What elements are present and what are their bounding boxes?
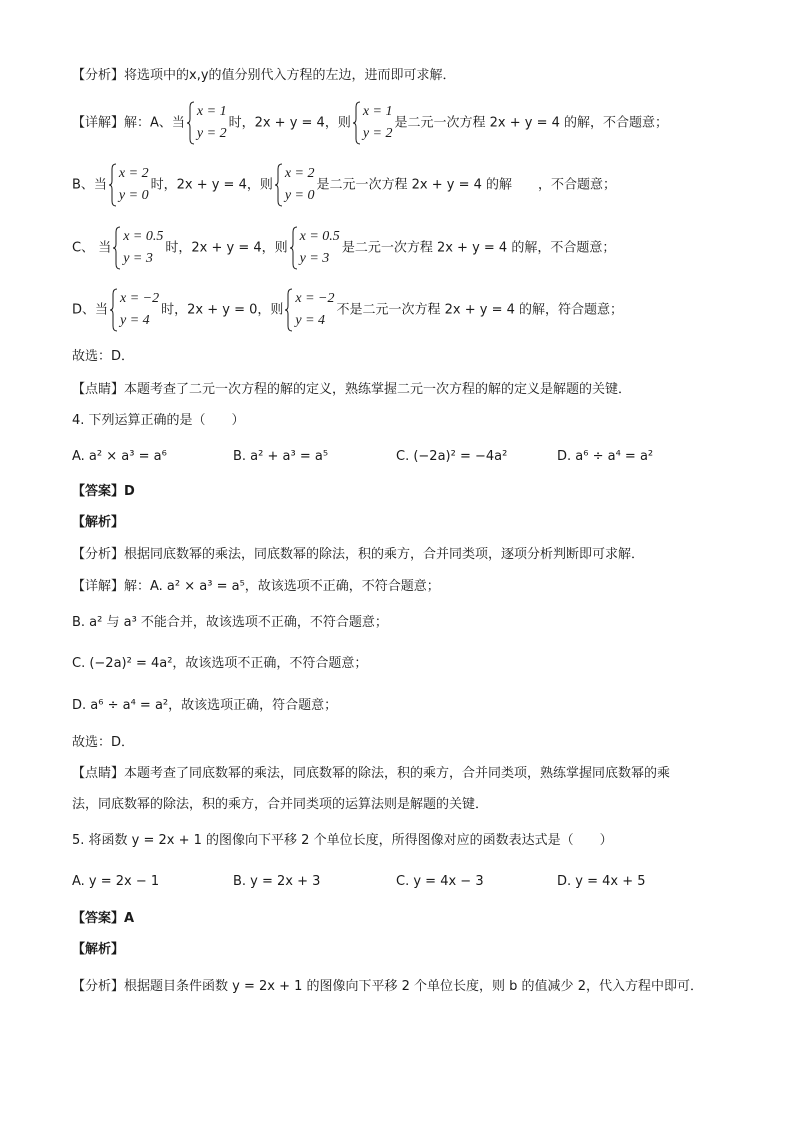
q3-b-mid2: 是二元一次方程 2x + y = 4 的解 ，不合题意； [316, 177, 617, 193]
q5-option-d: D. y = 4x + 5 [557, 874, 646, 889]
equation-system-d: x = −2 y = 4 [110, 288, 159, 332]
q3-comment: 【点睛】本题考查了二元一次方程的解的定义，熟练掌握二元一次方程的解的定义是解题的关键． [72, 382, 632, 397]
q4-detail-b: B. a² 与 a³ 不能合并，故该选项不正确，不符合题意； [72, 615, 388, 630]
q5-option-c: C. y = 4x − 3 [396, 874, 484, 889]
q4-answer: 【答案】D [72, 484, 135, 499]
q5-option-b: B. y = 2x + 3 [233, 874, 321, 889]
q3-detail-prefix: 【详解】解：A、当 [72, 115, 185, 131]
q4-detail-d: D. a⁶ ÷ a⁴ = a²，故该选项正确，符合题意； [72, 698, 338, 713]
q3-a-mid1: 时，2x + y = 4，则 [228, 115, 351, 131]
equation-system-d-repeat: x = −2 y = 4 [285, 288, 334, 332]
equation-system-c: x = 0.5 y = 3 [113, 226, 163, 270]
q4-option-a: A. a² × a³ = a⁶ [72, 449, 167, 464]
q4-option-b: B. a² + a³ = a⁵ [233, 449, 329, 464]
q5-stem: 5. 将函数 y = 2x + 1 的图像向下平移 2 个单位长度，所得图像对应的函数表达式是（ ） [72, 833, 613, 848]
q5-jiexi: 【解析】 [72, 942, 125, 957]
q5-answer: 【答案】A [72, 911, 135, 926]
q4-comment-2: 法，同底数幂的除法，积的乘方，合并同类项的运算法则是解题的关键． [72, 797, 489, 812]
q3-d-mid1: 时，2x + y = 0，则 [161, 302, 284, 318]
q4-choose: 故选：D． [72, 735, 135, 750]
q3-b-mid1: 时，2x + y = 4，则 [150, 177, 273, 193]
q4-analysis: 【分析】根据同底数幂的乘法，同底数幂的除法，积的乘方，合并同类项，逐项分析判断即可求解． [72, 547, 645, 562]
q4-detail-c: C. (−2a)² = 4a²，故该选项不正确，不符合题意； [72, 656, 368, 671]
q4-comment-1: 【点睛】本题考查了同底数幂的乘法，同底数幂的除法，积的乘方，合并同类项，熟练掌握同底数幂的乘 [72, 766, 671, 781]
equation-system-c-repeat: x = 0.5 y = 3 [290, 226, 340, 270]
q3-choose: 故选：D． [72, 349, 135, 364]
q3-b-prefix: B、当 [72, 177, 107, 193]
equation-system-b-repeat: x = 2 y = 0 [275, 163, 315, 207]
q3-a-mid2: 是二元一次方程 2x + y = 4 的解，不合题意； [394, 115, 669, 131]
q4-stem: 4. 下列运算正确的是（ ） [72, 413, 245, 428]
q5-analysis: 【分析】根据题目条件函数 y = 2x + 1 的图像向下平移 2 个单位长度，则 b 的值减少 2，代入方程中即可． [72, 979, 703, 994]
q3-detail-a [72, 101, 668, 146]
q4-option-d: D. a⁶ ÷ a⁴ = a² [557, 449, 654, 464]
q3-analysis: 【分析】将选项中的x,y的值分别代入方程的左边，进而即可求解． [72, 68, 456, 83]
q3-c-mid2: 是二元一次方程 2x + y = 4 的解，不合题意； [341, 240, 616, 256]
q4-jiexi: 【解析】 [72, 515, 125, 530]
q3-d-prefix: D、当 [72, 302, 109, 318]
equation-system-a: x = 1 y = 2 [187, 101, 227, 145]
q3-detail-b [72, 163, 616, 208]
q3-detail-c [72, 226, 615, 271]
q3-c-prefix: C、 当 [72, 240, 112, 256]
equation-system-a-repeat: x = 1 y = 2 [353, 101, 393, 145]
equation-system-b: x = 2 y = 0 [109, 163, 149, 207]
q3-detail-d [72, 288, 623, 333]
q3-c-mid1: 时，2x + y = 4，则 [165, 240, 288, 256]
q4-detail-a: 【详解】解：A. a² × a³ = a⁵，故该选项不正确，不符合题意； [72, 579, 440, 594]
q5-option-a: A. y = 2x − 1 [72, 874, 160, 889]
q4-option-c: C. (−2a)² = −4a² [396, 449, 508, 464]
q3-d-mid2: 不是二元一次方程 2x + y = 4 的解，符合题意； [336, 302, 623, 318]
